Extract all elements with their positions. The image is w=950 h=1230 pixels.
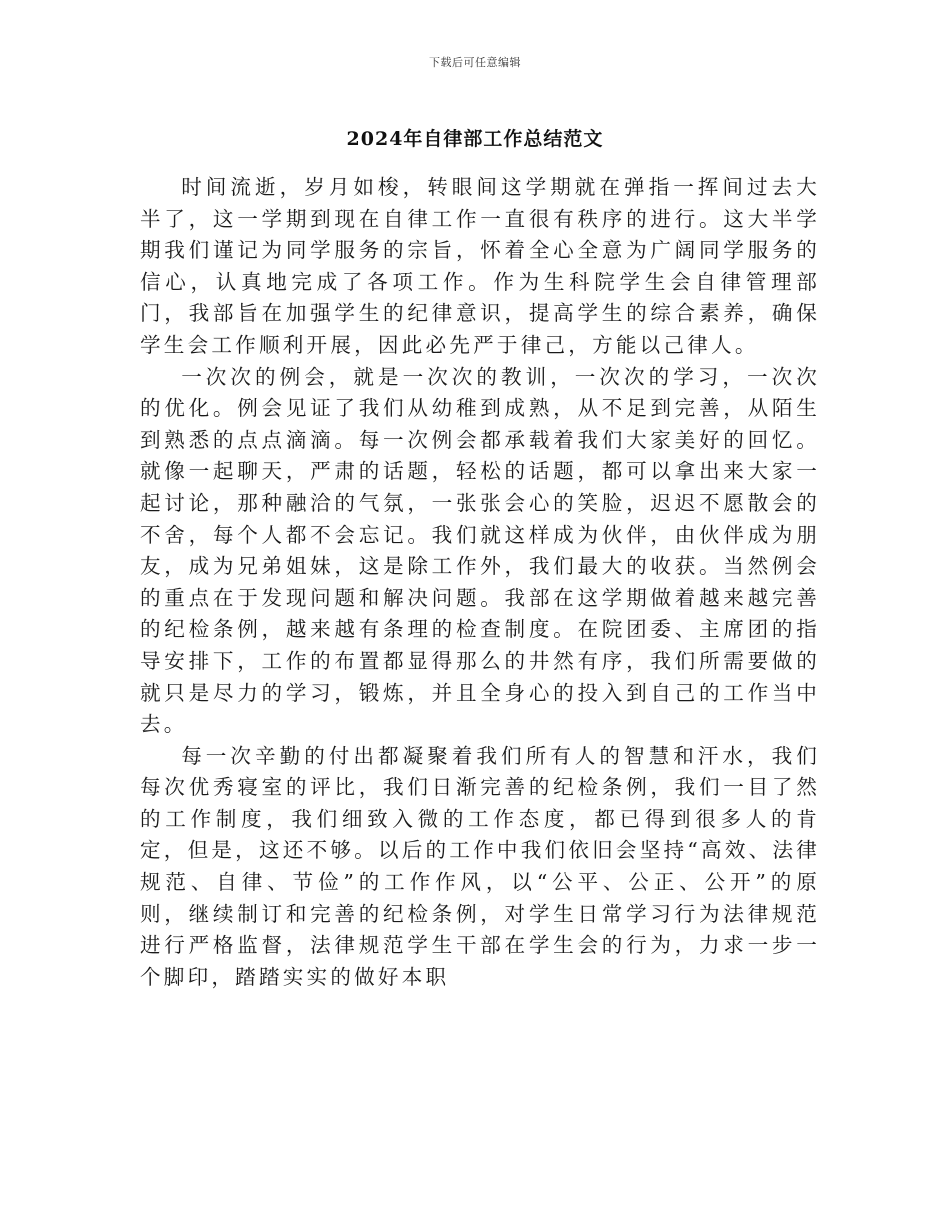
document-title: 2024年自律部工作总结范文 <box>346 128 604 150</box>
paragraph: 一次次的例会，就是一次次的教训，一次次的学习，一次次的优化。例会见证了我们从幼稚到成熟，从不足到完善，从陌生到熟悉的点点滴滴。每一次例会都承载着我们大家美好的回忆。就像一起聊天，严肃的话题，轻松的话题，都可以拿出来大家一起讨论，那种融洽的气氛，一张张会心的笑脸，迟迟不愿散会的不舍，每个人都不会忘记。我们就这样成为伙伴，由伙伴成为朋友，成为兄弟姐妹，这是除工作外，我们最大的收获。当然例会的重点在于发现问题和解决问题。我部在这学期做着越来越完善的纪检条例，越来越有条理的检查制度。在院团委、主席团的指导安排下，工作的布置都显得那么的井然有序，我们所需要做的就只是尽力的学习，锻炼，并且全身心的投入到自己的工作当中去。 <box>140 364 820 737</box>
paragraph: 每一次辛勤的付出都凝聚着我们所有人的智慧和汗水，我们每次优秀寝室的评比，我们日渐完善的纪检条例，我们一目了然的工作制度，我们细致入微的工作态度，都已得到很多人的肯定，但是，这还不够。以后的工作中我们依旧会坚持“高效、法律规范、自律、节俭”的工作作风，以“公平、公正、公开”的原则，继续制订和完善的纪检条例，对学生日常学习行为法律规范进行严格监督，法律规范学生干部在学生会的行为，力求一步一个脚印，踏踏实实的做好本职 <box>140 743 820 989</box>
document-body <box>140 172 820 993</box>
paragraph: 时间流逝，岁月如梭，转眼间这学期就在弹指一挥间过去大半了，这一学期到现在自律工作一直很有秩序的进行。这大半学期我们谨记为同学服务的宗旨，怀着全心全意为广阔同学服务的信心，认真地完成了各项工作。作为生科院学生会自律管理部门，我部旨在加强学生的纪律意识，提高学生的综合素养，确保学生会工作顺利开展，因此必先严于律己，方能以己律人。 <box>140 175 820 357</box>
header-note: 下载后可任意编辑 <box>429 56 521 69</box>
